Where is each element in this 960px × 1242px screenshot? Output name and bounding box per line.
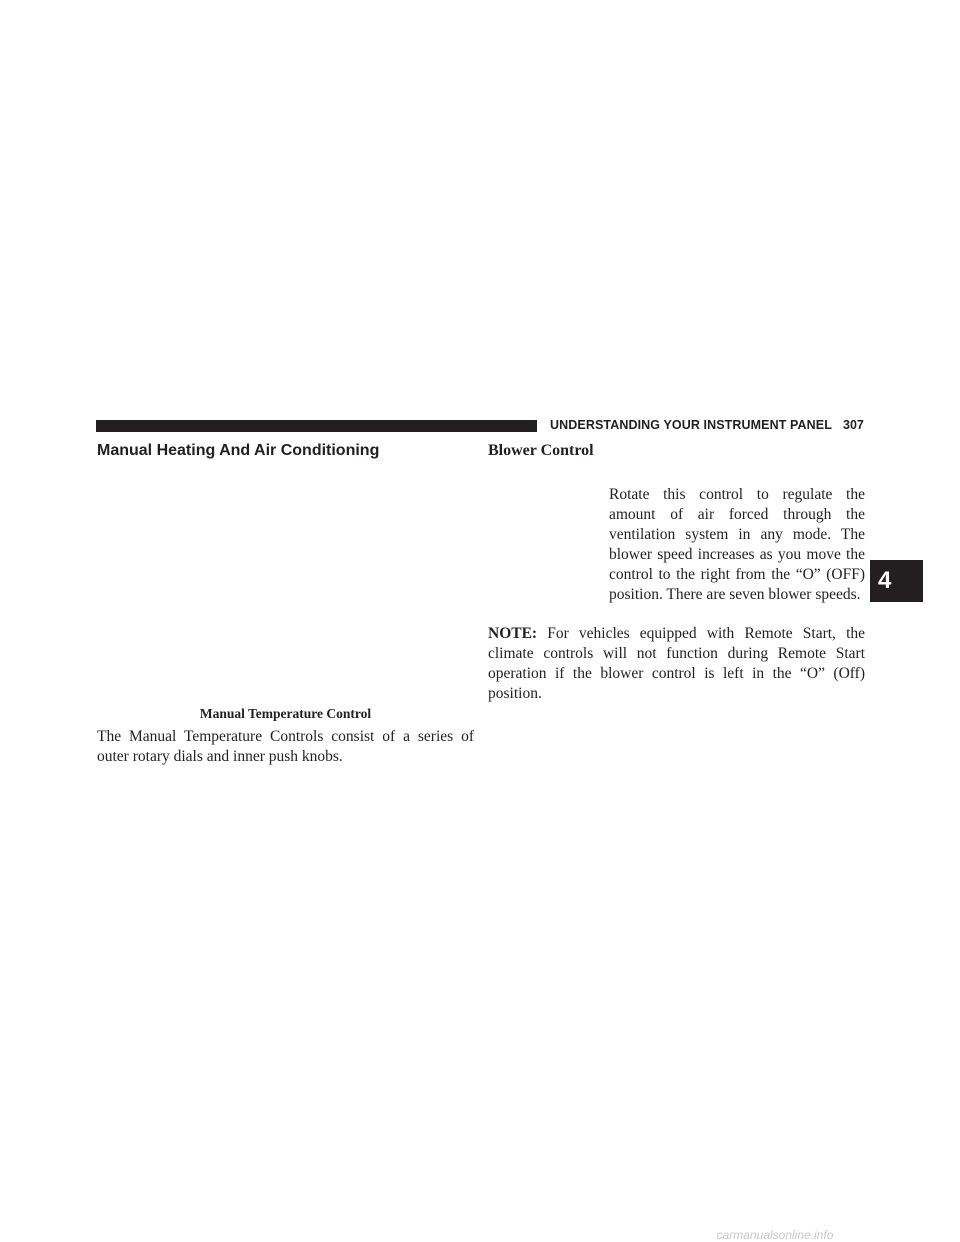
chapter-tab: 4 xyxy=(870,560,923,602)
blower-control-paragraph: Rotate this control to regulate the amount of air forced through the ventilation system in any mode. The blower speed increases as you move the control to the right from the “O” (OFF) position. There are seven blower speeds. xyxy=(609,486,865,603)
watermark-logo xyxy=(0,1226,960,1242)
remote-start-note xyxy=(488,624,865,704)
figure-caption: Manual Temperature Control xyxy=(199,706,372,721)
section-heading-manual-hvac: Manual Heating And Air Conditioning xyxy=(97,442,380,459)
note-text: For vehicles equipped with Remote Start, the climate controls will not function during Remote Start operation if the blower control is left in the “O” (Off) position. xyxy=(488,625,865,702)
running-header-title: UNDERSTANDING YOUR INSTRUMENT PANEL xyxy=(550,418,832,432)
blower-control-figure xyxy=(488,484,600,604)
header-rule-bar xyxy=(96,420,537,432)
page-number: 307 xyxy=(843,418,864,432)
manual-temperature-control-figure xyxy=(97,468,474,700)
section-heading-blower-control: Blower Control xyxy=(488,442,594,459)
note-label: NOTE: xyxy=(488,625,538,642)
manual-controls-paragraph: The Manual Temperature Controls consist of a series of outer rotary dials and inner push knobs. xyxy=(97,728,474,765)
svg-text:carmanualsonline.info: carmanualsonline.info xyxy=(716,1228,834,1242)
